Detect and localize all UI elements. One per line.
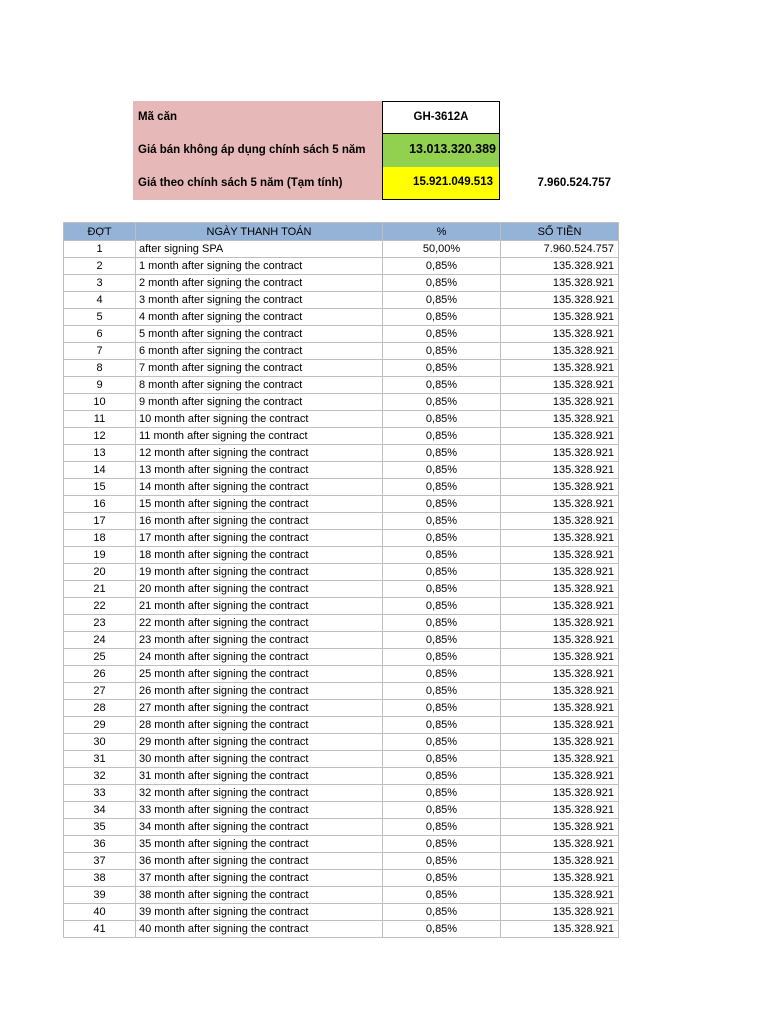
percent-cell[interactable]: 0,85% [383,326,501,343]
payment-date-cell[interactable]: 5 month after signing the contract [136,326,383,343]
payment-date-cell[interactable]: 36 month after signing the contract [136,853,383,870]
installment-cell[interactable]: 4 [64,292,136,309]
payment-date-cell[interactable]: 20 month after signing the contract [136,581,383,598]
installment-cell[interactable]: 24 [64,632,136,649]
payment-date-cell[interactable]: 27 month after signing the contract [136,700,383,717]
installment-cell[interactable]: 36 [64,836,136,853]
table-row [64,717,619,734]
table-row [64,479,619,496]
table-row [64,411,619,428]
payment-date-cell[interactable]: 40 month after signing the contract [136,921,383,938]
amount-cell[interactable]: 135.328.921 [501,292,619,309]
amount-cell[interactable]: 135.328.921 [501,904,619,921]
percent-cell[interactable]: 0,85% [383,275,501,292]
amount-cell[interactable]: 135.328.921 [501,836,619,853]
installment-cell[interactable]: 30 [64,734,136,751]
percent-cell[interactable]: 0,85% [383,887,501,904]
payment-date-cell[interactable]: 29 month after signing the contract [136,734,383,751]
header-amount[interactable]: SỐ TIỀN [501,223,619,241]
installment-cell[interactable]: 18 [64,530,136,547]
percent-cell[interactable]: 0,85% [383,683,501,700]
installment-cell[interactable]: 31 [64,751,136,768]
amount-cell[interactable]: 135.328.921 [501,496,619,513]
payment-date-cell[interactable]: 34 month after signing the contract [136,819,383,836]
percent-cell[interactable]: 0,85% [383,343,501,360]
amount-cell[interactable]: 135.328.921 [501,734,619,751]
table-row [64,343,619,360]
amount-cell[interactable]: 135.328.921 [501,632,619,649]
table-row [64,564,619,581]
payment-date-cell[interactable]: 32 month after signing the contract [136,785,383,802]
payment-date-cell[interactable]: 7 month after signing the contract [136,360,383,377]
percent-cell[interactable]: 0,85% [383,870,501,887]
table-row [64,445,619,462]
installment-cell[interactable]: 37 [64,853,136,870]
table-row [64,513,619,530]
table-row [64,683,619,700]
table-row [64,734,619,751]
payment-date-cell[interactable]: 31 month after signing the contract [136,768,383,785]
table-body [64,241,619,938]
percent-cell[interactable]: 0,85% [383,853,501,870]
installment-cell[interactable]: 29 [64,717,136,734]
amount-cell[interactable]: 135.328.921 [501,598,619,615]
payment-schedule-table [63,222,619,938]
table-row [64,768,619,785]
price-policy-label: Giá theo chính sách 5 năm (Tạm tính) [133,167,382,200]
amount-cell[interactable]: 135.328.921 [501,615,619,632]
deposit-amount-cell[interactable]: 7.960.524.757 [537,177,611,189]
amount-cell[interactable]: 135.328.921 [501,819,619,836]
price-policy-cell[interactable]: 15.921.049.513 [382,167,500,200]
percent-cell[interactable]: 0,85% [383,802,501,819]
payment-date-cell[interactable]: 16 month after signing the contract [136,513,383,530]
payment-date-cell[interactable]: 35 month after signing the contract [136,836,383,853]
amount-cell[interactable]: 135.328.921 [501,649,619,666]
installment-cell[interactable]: 20 [64,564,136,581]
payment-date-cell[interactable]: 9 month after signing the contract [136,394,383,411]
table-row [64,275,619,292]
table-row [64,904,619,921]
installment-cell[interactable]: 41 [64,921,136,938]
amount-cell[interactable]: 135.328.921 [501,258,619,275]
payment-date-cell[interactable]: 22 month after signing the contract [136,615,383,632]
installment-cell[interactable]: 33 [64,785,136,802]
amount-cell[interactable]: 135.328.921 [501,275,619,292]
percent-cell[interactable]: 0,85% [383,598,501,615]
payment-date-cell[interactable]: 37 month after signing the contract [136,870,383,887]
installment-cell[interactable]: 27 [64,683,136,700]
header-payment-date[interactable]: NGÀY THANH TOÁN [136,223,383,241]
payment-date-cell[interactable]: 2 month after signing the contract [136,275,383,292]
table-row [64,870,619,887]
amount-cell[interactable]: 135.328.921 [501,887,619,904]
percent-cell[interactable]: 50,00% [383,241,501,258]
amount-cell[interactable]: 135.328.921 [501,717,619,734]
amount-cell[interactable]: 135.328.921 [501,462,619,479]
amount-cell[interactable]: 135.328.921 [501,921,619,938]
table-row [64,666,619,683]
percent-cell[interactable]: 0,85% [383,700,501,717]
payment-date-cell[interactable]: 14 month after signing the contract [136,479,383,496]
amount-cell[interactable]: 135.328.921 [501,428,619,445]
table-row [64,547,619,564]
table-row [64,751,619,768]
installment-cell[interactable]: 14 [64,462,136,479]
installment-cell[interactable]: 23 [64,615,136,632]
installment-cell[interactable]: 34 [64,802,136,819]
amount-cell[interactable]: 135.328.921 [501,751,619,768]
payment-date-cell[interactable]: 17 month after signing the contract [136,530,383,547]
installment-cell[interactable]: 16 [64,496,136,513]
amount-cell[interactable]: 135.328.921 [501,853,619,870]
installment-cell[interactable]: 17 [64,513,136,530]
payment-date-cell[interactable]: 4 month after signing the contract [136,309,383,326]
percent-cell[interactable]: 0,85% [383,428,501,445]
table-row [64,700,619,717]
amount-cell[interactable]: 135.328.921 [501,377,619,394]
percent-cell[interactable]: 0,85% [383,904,501,921]
installment-cell[interactable]: 35 [64,819,136,836]
price-no-policy-cell[interactable]: 13.013.320.389 [382,134,500,167]
table-row [64,785,619,802]
amount-cell[interactable]: 135.328.921 [501,547,619,564]
amount-cell[interactable]: 135.328.921 [501,768,619,785]
installment-cell[interactable]: 25 [64,649,136,666]
amount-cell[interactable]: 135.328.921 [501,870,619,887]
payment-date-cell[interactable]: 24 month after signing the contract [136,649,383,666]
amount-cell[interactable]: 135.328.921 [501,530,619,547]
installment-cell[interactable]: 40 [64,904,136,921]
table-row [64,598,619,615]
payment-date-cell[interactable]: 8 month after signing the contract [136,377,383,394]
installment-cell[interactable]: 9 [64,377,136,394]
amount-cell[interactable]: 135.328.921 [501,326,619,343]
installment-cell[interactable]: 38 [64,870,136,887]
percent-cell[interactable]: 0,85% [383,649,501,666]
installment-cell[interactable]: 21 [64,581,136,598]
percent-cell[interactable]: 0,85% [383,445,501,462]
table-row [64,360,619,377]
percent-cell[interactable]: 0,85% [383,258,501,275]
payment-date-cell[interactable]: after signing SPA [136,241,383,258]
installment-cell[interactable]: 8 [64,360,136,377]
payment-date-cell[interactable]: 1 month after signing the contract [136,258,383,275]
percent-cell[interactable]: 0,85% [383,751,501,768]
installment-cell[interactable]: 15 [64,479,136,496]
payment-date-cell[interactable]: 11 month after signing the contract [136,428,383,445]
percent-cell[interactable]: 0,85% [383,377,501,394]
payment-date-cell[interactable]: 12 month after signing the contract [136,445,383,462]
installment-cell[interactable]: 3 [64,275,136,292]
table-row [64,462,619,479]
amount-cell[interactable]: 7.960.524.757 [501,241,619,258]
table-row [64,292,619,309]
table-row [64,258,619,275]
payment-date-cell[interactable]: 33 month after signing the contract [136,802,383,819]
installment-cell[interactable]: 6 [64,326,136,343]
table-row [64,802,619,819]
installment-cell[interactable]: 11 [64,411,136,428]
percent-cell[interactable]: 0,85% [383,462,501,479]
table-row [64,496,619,513]
table-row [64,241,619,258]
installment-cell[interactable]: 28 [64,700,136,717]
payment-date-cell[interactable]: 13 month after signing the contract [136,462,383,479]
amount-cell[interactable]: 135.328.921 [501,581,619,598]
percent-cell[interactable]: 0,85% [383,717,501,734]
installment-cell[interactable]: 19 [64,547,136,564]
percent-cell[interactable]: 0,85% [383,360,501,377]
unit-code-cell[interactable]: GH-3612A [382,101,500,134]
installment-cell[interactable]: 12 [64,428,136,445]
header-installment[interactable]: ĐỢT [64,223,136,241]
percent-cell[interactable]: 0,85% [383,836,501,853]
percent-cell[interactable]: 0,85% [383,547,501,564]
table-row [64,377,619,394]
header-percent[interactable]: % [383,223,501,241]
table-header-row [64,223,619,241]
percent-cell[interactable]: 0,85% [383,819,501,836]
percent-cell[interactable]: 0,85% [383,530,501,547]
table-row [64,581,619,598]
payment-date-cell[interactable]: 25 month after signing the contract [136,666,383,683]
installment-cell[interactable]: 10 [64,394,136,411]
table-row [64,819,619,836]
payment-date-cell[interactable]: 18 month after signing the contract [136,547,383,564]
installment-cell[interactable]: 26 [64,666,136,683]
amount-cell[interactable]: 135.328.921 [501,445,619,462]
installment-cell[interactable]: 1 [64,241,136,258]
percent-cell[interactable]: 0,85% [383,785,501,802]
percent-cell[interactable]: 0,85% [383,479,501,496]
table-row [64,309,619,326]
percent-cell[interactable]: 0,85% [383,411,501,428]
percent-cell[interactable]: 0,85% [383,615,501,632]
percent-cell[interactable]: 0,85% [383,394,501,411]
percent-cell[interactable]: 0,85% [383,734,501,751]
percent-cell[interactable]: 0,85% [383,768,501,785]
percent-cell[interactable]: 0,85% [383,632,501,649]
table-row [64,615,619,632]
percent-cell[interactable]: 0,85% [383,513,501,530]
amount-cell[interactable]: 135.328.921 [501,802,619,819]
percent-cell[interactable]: 0,85% [383,666,501,683]
payment-date-cell[interactable]: 15 month after signing the contract [136,496,383,513]
payment-date-cell[interactable]: 39 month after signing the contract [136,904,383,921]
installment-cell[interactable]: 22 [64,598,136,615]
amount-cell[interactable]: 135.328.921 [501,683,619,700]
table-row [64,632,619,649]
amount-cell[interactable]: 135.328.921 [501,343,619,360]
table-row [64,428,619,445]
table-row [64,326,619,343]
amount-cell[interactable]: 135.328.921 [501,479,619,496]
payment-date-cell[interactable]: 38 month after signing the contract [136,887,383,904]
amount-cell[interactable]: 135.328.921 [501,666,619,683]
payment-date-cell[interactable]: 21 month after signing the contract [136,598,383,615]
payment-date-cell[interactable]: 6 month after signing the contract [136,343,383,360]
amount-cell[interactable]: 135.328.921 [501,700,619,717]
table-row [64,921,619,938]
table-row [64,394,619,411]
percent-cell[interactable]: 0,85% [383,564,501,581]
installment-cell[interactable]: 39 [64,887,136,904]
table-row [64,887,619,904]
amount-cell[interactable]: 135.328.921 [501,564,619,581]
installment-cell[interactable]: 2 [64,258,136,275]
payment-date-cell[interactable]: 10 month after signing the contract [136,411,383,428]
table-row [64,853,619,870]
payment-date-cell[interactable]: 3 month after signing the contract [136,292,383,309]
table-row [64,649,619,666]
installment-cell[interactable]: 13 [64,445,136,462]
percent-cell[interactable]: 0,85% [383,496,501,513]
table-row [64,530,619,547]
unit-code-label: Mã căn [133,101,382,134]
amount-cell[interactable]: 135.328.921 [501,360,619,377]
payment-date-cell[interactable]: 26 month after signing the contract [136,683,383,700]
price-no-policy-label: Giá bán không áp dụng chính sách 5 năm [133,134,382,167]
payment-date-cell[interactable]: 19 month after signing the contract [136,564,383,581]
payment-date-cell[interactable]: 23 month after signing the contract [136,632,383,649]
percent-cell[interactable]: 0,85% [383,921,501,938]
installment-cell[interactable]: 5 [64,309,136,326]
amount-cell[interactable]: 135.328.921 [501,513,619,530]
amount-cell[interactable]: 135.328.921 [501,309,619,326]
percent-cell[interactable]: 0,85% [383,309,501,326]
amount-cell[interactable]: 135.328.921 [501,785,619,802]
installment-cell[interactable]: 32 [64,768,136,785]
percent-cell[interactable]: 0,85% [383,292,501,309]
percent-cell[interactable]: 0,85% [383,581,501,598]
payment-date-cell[interactable]: 28 month after signing the contract [136,717,383,734]
table-row [64,836,619,853]
amount-cell[interactable]: 135.328.921 [501,411,619,428]
installment-cell[interactable]: 7 [64,343,136,360]
amount-cell[interactable]: 135.328.921 [501,394,619,411]
payment-date-cell[interactable]: 30 month after signing the contract [136,751,383,768]
